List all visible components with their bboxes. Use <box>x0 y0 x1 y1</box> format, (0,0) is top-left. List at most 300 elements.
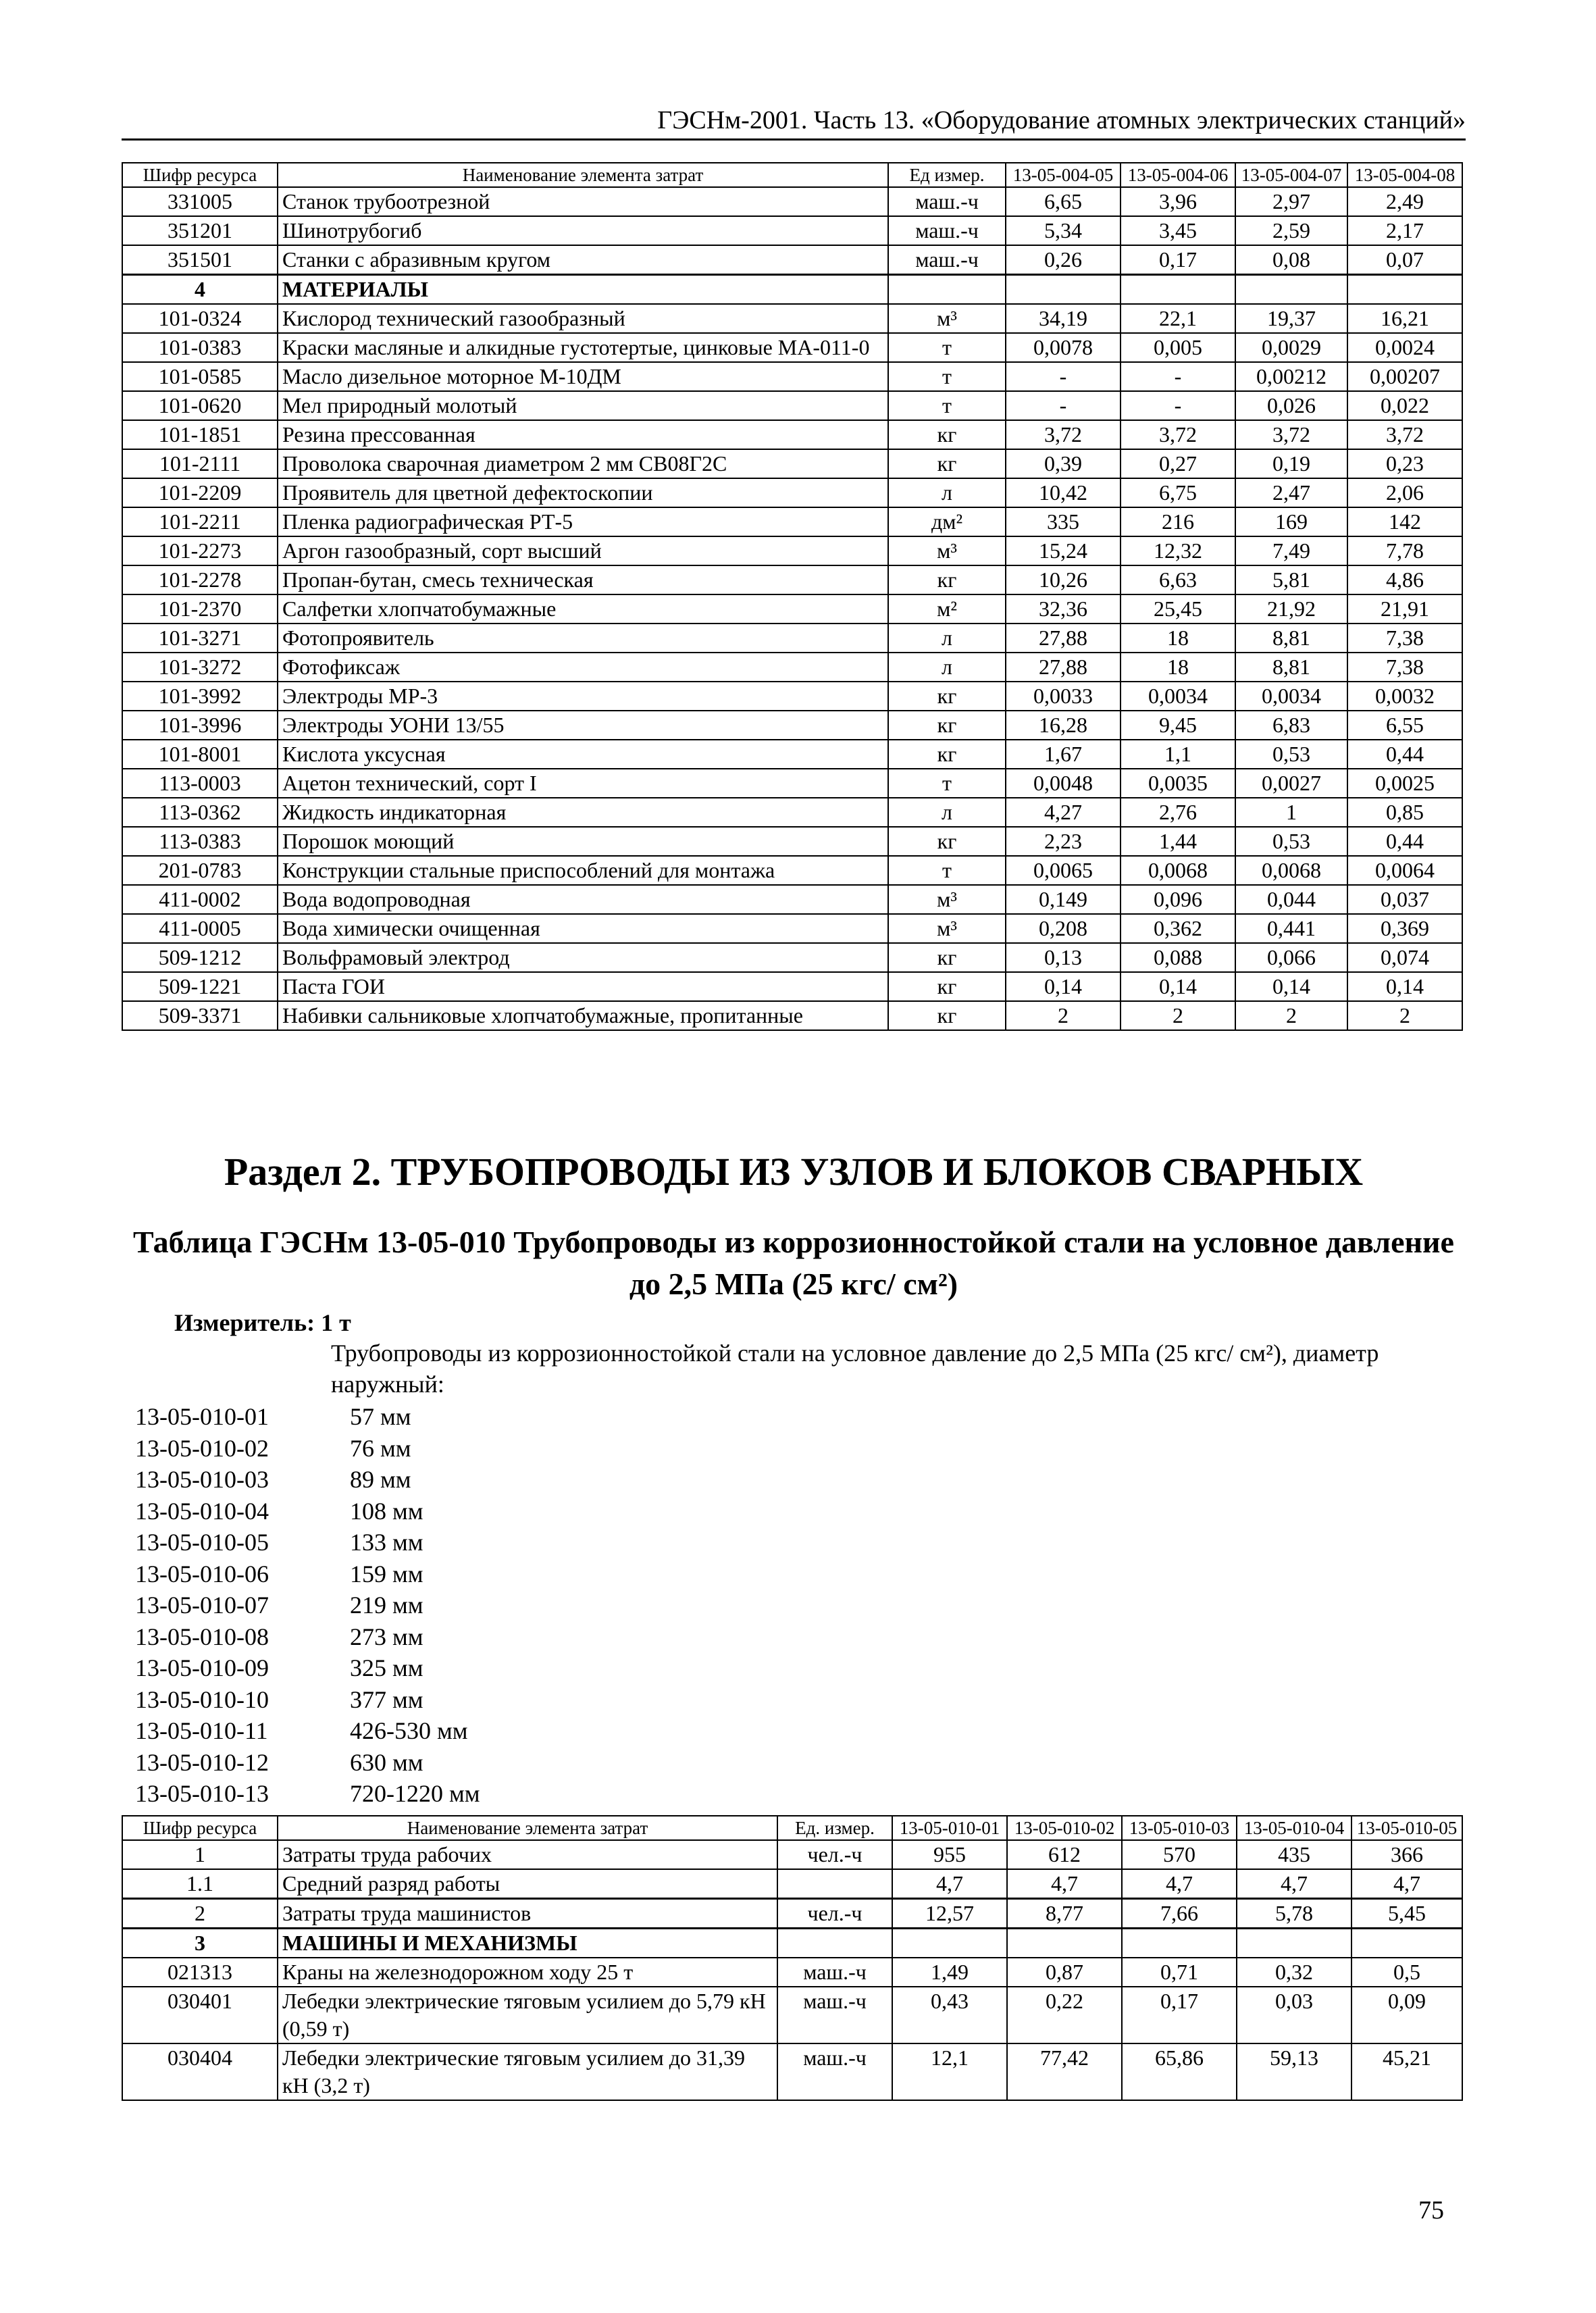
item-code: 13-05-010-03 <box>135 1466 269 1493</box>
resource-code: 411-0002 <box>122 885 278 914</box>
resource-unit: маш.-ч <box>777 1987 892 2043</box>
resource-value: 0,19 <box>1235 449 1347 478</box>
resource-name: Конструкции стальные приспособлений для монтажа <box>278 856 888 885</box>
resource-unit: кг <box>888 711 1006 740</box>
resource-value: 6,55 <box>1347 711 1462 740</box>
resource-value: 18 <box>1121 624 1235 653</box>
resource-value: 3,72 <box>1235 420 1347 449</box>
table-row <box>122 711 1462 740</box>
meter-value: 1 т <box>321 1309 351 1336</box>
resource-value: 0,14 <box>1121 972 1235 1001</box>
resource-value: 2,97 <box>1235 187 1347 216</box>
list-item <box>135 1464 480 1496</box>
resource-value: 5,45 <box>1352 1899 1462 1929</box>
resource-value: 216 <box>1121 507 1235 536</box>
resource-name: Лебедки электрические тяговым усилием до 31,39 кН (3,2 т) <box>278 2043 777 2100</box>
resource-value: - <box>1006 362 1121 391</box>
table-row <box>122 1958 1462 1987</box>
resource-value: 2,23 <box>1006 827 1121 856</box>
resource-value: 0,08 <box>1235 245 1347 275</box>
resource-value: 2 <box>1006 1001 1121 1030</box>
item-diameter: 377 мм <box>350 1685 423 1713</box>
resource-unit: дм² <box>888 507 1006 536</box>
resource-value: 5,81 <box>1235 565 1347 594</box>
resource-unit: маш.-ч <box>888 187 1006 216</box>
resource-table-13-05-004 <box>122 162 1463 1031</box>
resource-code: 113-0003 <box>122 769 278 798</box>
resource-unit: чел.-ч <box>777 1899 892 1929</box>
resource-name: Средний разряд работы <box>278 1869 777 1899</box>
resource-value: 2 <box>1121 1001 1235 1030</box>
resource-code: 509-1212 <box>122 943 278 972</box>
resource-unit: м³ <box>888 885 1006 914</box>
resource-value: 0,71 <box>1122 1958 1237 1987</box>
table-row <box>122 536 1462 565</box>
resource-value: 6,63 <box>1121 565 1235 594</box>
header-name: Наименование элемента затрат <box>278 163 888 187</box>
table-row <box>122 682 1462 711</box>
table-row <box>122 827 1462 856</box>
table-row <box>122 1869 1462 1899</box>
list-item <box>135 1747 480 1779</box>
empty-cell <box>1007 1929 1122 1958</box>
item-diameter: 273 мм <box>350 1623 423 1650</box>
list-item <box>135 1401 480 1433</box>
resource-name: Жидкость индикаторная <box>278 798 888 827</box>
list-item <box>135 1652 480 1684</box>
resource-code: 101-0324 <box>122 304 278 333</box>
resource-code: 2 <box>122 1899 278 1929</box>
resource-value: 0,23 <box>1347 449 1462 478</box>
table-row <box>122 507 1462 536</box>
resource-value: 0,87 <box>1007 1958 1122 1987</box>
resource-name: Краны на железнодорожном ходу 25 т <box>278 1958 777 1987</box>
resource-code: 1.1 <box>122 1869 278 1899</box>
resource-value: 0,0048 <box>1006 769 1121 798</box>
header-col: 13-05-010-02 <box>1007 1816 1122 1840</box>
item-diameter: 133 мм <box>350 1529 423 1556</box>
header-col: 13-05-004-06 <box>1121 163 1235 187</box>
resource-name: Лебедки электрические тяговым усилием до 5,79 кН (0,59 т) <box>278 1987 777 2043</box>
resource-value: 6,65 <box>1006 187 1121 216</box>
resource-value: 0,0034 <box>1121 682 1235 711</box>
resource-value: 0,03 <box>1237 1987 1352 2043</box>
header-col: 13-05-010-04 <box>1237 1816 1352 1840</box>
resource-value: 8,81 <box>1235 624 1347 653</box>
resource-name: Шинотрубогиб <box>278 216 888 245</box>
resource-name: Набивки сальниковые хлопчатобумажные, пропитанные <box>278 1001 888 1030</box>
resource-value: 10,26 <box>1006 565 1121 594</box>
resource-name: Краски масляные и алкидные густотертые, цинковые МА-011-0 <box>278 333 888 362</box>
resource-code: 101-2278 <box>122 565 278 594</box>
resource-value: 12,32 <box>1121 536 1235 565</box>
resource-unit: кг <box>888 1001 1006 1030</box>
header-unit: Ед измер. <box>888 163 1006 187</box>
resource-code: 509-1221 <box>122 972 278 1001</box>
item-diameter: 630 мм <box>350 1748 423 1776</box>
resource-code: 030404 <box>122 2043 278 2100</box>
resource-value: 0,32 <box>1237 1958 1352 1987</box>
table-row <box>122 2043 1462 2100</box>
resource-value: 16,21 <box>1347 304 1462 333</box>
resource-name: Затраты труда рабочих <box>278 1840 777 1869</box>
section-title: Раздел 2. ТРУБОПРОВОДЫ ИЗ УЗЛОВ И БЛОКОВ СВАРНЫХ <box>224 1150 1364 1194</box>
resource-value: 0,13 <box>1006 943 1121 972</box>
resource-name: Вода водопроводная <box>278 885 888 914</box>
resource-unit: л <box>888 624 1006 653</box>
resource-value: - <box>1121 362 1235 391</box>
table-row <box>122 856 1462 885</box>
resource-value: 612 <box>1007 1840 1122 1869</box>
resource-code: 101-1851 <box>122 420 278 449</box>
resource-value: 0,022 <box>1347 391 1462 420</box>
resource-code: 101-3992 <box>122 682 278 711</box>
resource-name: Станок трубоотрезной <box>278 187 888 216</box>
resource-value: 9,45 <box>1121 711 1235 740</box>
resource-name: Аргон газообразный, сорт высший <box>278 536 888 565</box>
resource-code: 411-0005 <box>122 914 278 943</box>
table-row <box>122 653 1462 682</box>
item-diameter: 57 мм <box>350 1403 411 1430</box>
table-row <box>122 1899 1462 1929</box>
table-row <box>122 1987 1462 2043</box>
resource-name: Электроды УОНИ 13/55 <box>278 711 888 740</box>
table2-rows <box>122 1840 1462 2100</box>
resource-unit: кг <box>888 943 1006 972</box>
resource-name: Паста ГОИ <box>278 972 888 1001</box>
item-diameter: 89 мм <box>350 1466 411 1493</box>
resource-value: 0,0033 <box>1006 682 1121 711</box>
resource-value: 955 <box>892 1840 1007 1869</box>
resource-code: 101-0383 <box>122 333 278 362</box>
resource-value: 0,037 <box>1347 885 1462 914</box>
resource-code: 101-2111 <box>122 449 278 478</box>
resource-name: Вода химически очищенная <box>278 914 888 943</box>
table-title: Таблица ГЭСНм 13-05-010 Трубопроводы из коррозионностойкой стали на условное давление до 2,5 МПа (25 кгс/ см²) <box>133 1225 1454 1301</box>
resource-value: 0,0024 <box>1347 333 1462 362</box>
empty-cell <box>1122 1929 1237 1958</box>
resource-code: 101-8001 <box>122 740 278 769</box>
resource-value: 4,27 <box>1006 798 1121 827</box>
materials-rows <box>122 304 1462 1030</box>
resource-code: 030401 <box>122 1987 278 2043</box>
section-name: МАТЕРИАЛЫ <box>278 275 888 305</box>
section-name: МАШИНЫ И МЕХАНИЗМЫ <box>278 1929 777 1958</box>
resource-value: 65,86 <box>1122 2043 1237 2100</box>
resource-value: 2,06 <box>1347 478 1462 507</box>
item-code: 13-05-010-06 <box>135 1560 269 1587</box>
resource-value: 0,53 <box>1235 827 1347 856</box>
resource-unit: м³ <box>888 914 1006 943</box>
table-row <box>122 420 1462 449</box>
item-code: 13-05-010-11 <box>135 1717 268 1744</box>
resource-value: 6,75 <box>1121 478 1235 507</box>
resource-code: 113-0383 <box>122 827 278 856</box>
resource-value: 4,7 <box>1352 1869 1462 1899</box>
resource-value: 21,92 <box>1235 594 1347 624</box>
resource-name: Проявитель для цветной дефектоскопии <box>278 478 888 507</box>
resource-value: 0,369 <box>1347 914 1462 943</box>
resource-unit: маш.-ч <box>777 2043 892 2100</box>
resource-value: 7,38 <box>1347 653 1462 682</box>
resource-value: 0,441 <box>1235 914 1347 943</box>
resource-code: 101-2273 <box>122 536 278 565</box>
resource-value: 34,19 <box>1006 304 1121 333</box>
resource-value: 32,36 <box>1006 594 1121 624</box>
resource-value: - <box>1121 391 1235 420</box>
resource-value: 5,34 <box>1006 216 1121 245</box>
meter-label: Измеритель: <box>174 1309 315 1336</box>
list-item <box>135 1778 480 1810</box>
resource-value: 7,49 <box>1235 536 1347 565</box>
resource-value: 0,0068 <box>1235 856 1347 885</box>
table-row <box>122 1001 1462 1030</box>
table1-machines <box>122 187 1462 275</box>
resource-unit: кг <box>888 449 1006 478</box>
resource-code: 509-3371 <box>122 1001 278 1030</box>
resource-value: 0,0064 <box>1347 856 1462 885</box>
resource-unit: кг <box>888 565 1006 594</box>
resource-value: 0,14 <box>1347 972 1462 1001</box>
resource-value: 77,42 <box>1007 2043 1122 2100</box>
resource-unit: маш.-ч <box>888 245 1006 275</box>
resource-value: 8,77 <box>1007 1899 1122 1929</box>
resource-value: 15,24 <box>1006 536 1121 565</box>
item-code: 13-05-010-13 <box>135 1780 269 1807</box>
resource-unit: м² <box>888 594 1006 624</box>
resource-name: Порошок моющий <box>278 827 888 856</box>
resource-code: 101-3271 <box>122 624 278 653</box>
resource-value: 7,66 <box>1122 1899 1237 1929</box>
item-code: 13-05-010-09 <box>135 1654 269 1681</box>
item-code: 13-05-010-04 <box>135 1497 269 1525</box>
resource-name: Затраты труда машинистов <box>278 1899 777 1929</box>
table-row <box>122 624 1462 653</box>
resource-value: 21,91 <box>1347 594 1462 624</box>
resource-unit: кг <box>888 827 1006 856</box>
resource-value: 0,26 <box>1006 245 1121 275</box>
resource-value: 4,7 <box>1122 1869 1237 1899</box>
resource-value: 2,47 <box>1235 478 1347 507</box>
resource-unit <box>777 1869 892 1899</box>
header-col: 13-05-010-01 <box>892 1816 1007 1840</box>
resource-value: 4,7 <box>1237 1869 1352 1899</box>
item-code: 13-05-010-07 <box>135 1592 269 1619</box>
resource-value: 0,22 <box>1007 1987 1122 2043</box>
resource-value: - <box>1006 391 1121 420</box>
resource-name: Салфетки хлопчатобумажные <box>278 594 888 624</box>
resource-code: 201-0783 <box>122 856 278 885</box>
resource-value: 0,44 <box>1347 827 1462 856</box>
resource-name: Фотофиксаж <box>278 653 888 682</box>
resource-value: 2,17 <box>1347 216 1462 245</box>
resource-name: Станки с абразивным кругом <box>278 245 888 275</box>
resource-value: 0,026 <box>1235 391 1347 420</box>
resource-name: Резина прессованная <box>278 420 888 449</box>
table-row <box>122 943 1462 972</box>
header-name: Наименование элемента затрат <box>278 1816 777 1840</box>
resource-name: Пленка радиографическая РТ-5 <box>278 507 888 536</box>
resource-unit: маш.-ч <box>888 216 1006 245</box>
header-col: 13-05-010-05 <box>1352 1816 1462 1840</box>
item-diameter: 76 мм <box>350 1434 411 1462</box>
measurement-unit <box>174 1307 351 1338</box>
empty-cell <box>1352 1929 1462 1958</box>
resource-value: 4,7 <box>1007 1869 1122 1899</box>
resource-value: 7,38 <box>1347 624 1462 653</box>
header-unit: Ед. измер. <box>777 1816 892 1840</box>
resource-value: 0,14 <box>1006 972 1121 1001</box>
item-code: 13-05-010-08 <box>135 1623 269 1650</box>
resource-value: 0,27 <box>1121 449 1235 478</box>
resource-value: 22,1 <box>1121 304 1235 333</box>
resource-code: 113-0362 <box>122 798 278 827</box>
resource-name: Кислота уксусная <box>278 740 888 769</box>
resource-name: Масло дизельное моторное М-10ДМ <box>278 362 888 391</box>
resource-value: 0,85 <box>1347 798 1462 827</box>
resource-value: 2 <box>1347 1001 1462 1030</box>
resource-unit: т <box>888 391 1006 420</box>
resource-value: 3,72 <box>1121 420 1235 449</box>
resource-name: Ацетон технический, сорт I <box>278 769 888 798</box>
resource-value: 27,88 <box>1006 653 1121 682</box>
resource-value: 0,208 <box>1006 914 1121 943</box>
resource-value: 12,1 <box>892 2043 1007 2100</box>
resource-value: 19,37 <box>1235 304 1347 333</box>
table-row <box>122 740 1462 769</box>
resource-unit: кг <box>888 972 1006 1001</box>
resource-value: 27,88 <box>1006 624 1121 653</box>
resource-value: 0,0027 <box>1235 769 1347 798</box>
resource-value: 0,5 <box>1352 1958 1462 1987</box>
resource-unit: кг <box>888 420 1006 449</box>
resource-name: Кислород технический газообразный <box>278 304 888 333</box>
resource-code: 101-3272 <box>122 653 278 682</box>
header-col: 13-05-004-08 <box>1347 163 1462 187</box>
resource-value: 570 <box>1122 1840 1237 1869</box>
table-row <box>122 187 1462 216</box>
table-row <box>122 1840 1462 1869</box>
resource-code: 101-0585 <box>122 362 278 391</box>
resource-value: 1 <box>1235 798 1347 827</box>
resource-value: 169 <box>1235 507 1347 536</box>
resource-value: 0,088 <box>1121 943 1235 972</box>
empty-cell <box>892 1929 1007 1958</box>
table-row <box>122 769 1462 798</box>
table-row <box>122 391 1462 420</box>
resource-value: 435 <box>1237 1840 1352 1869</box>
resource-value: 0,39 <box>1006 449 1121 478</box>
resource-value: 4,7 <box>892 1869 1007 1899</box>
table-row <box>122 914 1462 943</box>
table-row <box>122 362 1462 391</box>
resource-value: 2,59 <box>1235 216 1347 245</box>
resource-unit: т <box>888 362 1006 391</box>
resource-value: 5,78 <box>1237 1899 1352 1929</box>
resource-value: 0,0034 <box>1235 682 1347 711</box>
table-row <box>122 885 1462 914</box>
empty-cell <box>777 1929 892 1958</box>
table1-materials <box>122 275 1462 305</box>
resource-unit: т <box>888 769 1006 798</box>
resource-value: 3,45 <box>1121 216 1235 245</box>
table-row <box>122 304 1462 333</box>
resource-value: 10,42 <box>1006 478 1121 507</box>
resource-code: 1 <box>122 1840 278 1869</box>
resource-code: 351201 <box>122 216 278 245</box>
list-item <box>135 1621 480 1653</box>
resource-unit: л <box>888 478 1006 507</box>
resource-unit: л <box>888 798 1006 827</box>
item-code: 13-05-010-10 <box>135 1685 269 1713</box>
table-row <box>122 972 1462 1001</box>
resource-code: 331005 <box>122 187 278 216</box>
resource-value: 0,0025 <box>1347 769 1462 798</box>
item-diameter: 325 мм <box>350 1654 423 1681</box>
resource-value: 0,074 <box>1347 943 1462 972</box>
resource-value: 0,00207 <box>1347 362 1462 391</box>
resource-value: 1,49 <box>892 1958 1007 1987</box>
item-code: 13-05-010-02 <box>135 1434 269 1462</box>
resource-name: Проволока сварочная диаметром 2 мм СВ08Г2С <box>278 449 888 478</box>
resource-value: 1,67 <box>1006 740 1121 769</box>
resource-unit: чел.-ч <box>777 1840 892 1869</box>
resource-value: 0,362 <box>1121 914 1235 943</box>
list-item <box>135 1715 480 1747</box>
table-header-row <box>122 1816 1462 1840</box>
resource-value: 12,57 <box>892 1899 1007 1929</box>
resource-value: 3,72 <box>1006 420 1121 449</box>
table-row <box>122 449 1462 478</box>
resource-value: 0,09 <box>1352 1987 1462 2043</box>
item-code: 13-05-010-01 <box>135 1403 269 1430</box>
table-row <box>122 478 1462 507</box>
resource-value: 7,78 <box>1347 536 1462 565</box>
resource-name: Электроды МР-3 <box>278 682 888 711</box>
resource-value: 59,13 <box>1237 2043 1352 2100</box>
list-item <box>135 1684 480 1716</box>
resource-name: Пропан-бутан, смесь техническая <box>278 565 888 594</box>
table-row <box>122 565 1462 594</box>
resource-value: 0,0068 <box>1121 856 1235 885</box>
resource-code: 101-2370 <box>122 594 278 624</box>
table-description: Трубопроводы из коррозионностойкой стали на условное давление до 2,5 МПа (25 кгс/ см²), диаметр наружный: <box>331 1340 1379 1398</box>
resource-value: 18 <box>1121 653 1235 682</box>
header-col: 13-05-004-07 <box>1235 163 1347 187</box>
resource-unit: т <box>888 333 1006 362</box>
resource-value: 16,28 <box>1006 711 1121 740</box>
resource-name: Фотопроявитель <box>278 624 888 653</box>
resource-value: 1,44 <box>1121 827 1235 856</box>
resource-code: 021313 <box>122 1958 278 1987</box>
resource-value: 0,0065 <box>1006 856 1121 885</box>
resource-value: 0,0029 <box>1235 333 1347 362</box>
section-row-machines <box>122 1929 1462 1958</box>
item-code: 13-05-010-05 <box>135 1529 269 1556</box>
resource-unit: кг <box>888 682 1006 711</box>
resource-value: 0,0078 <box>1006 333 1121 362</box>
resource-value: 0,43 <box>892 1987 1007 2043</box>
item-code: 13-05-010-12 <box>135 1748 269 1776</box>
resource-name: Вольфрамовый электрод <box>278 943 888 972</box>
section-code: 3 <box>122 1929 278 1958</box>
resource-unit: л <box>888 653 1006 682</box>
resource-value: 3,72 <box>1347 420 1462 449</box>
resource-value: 45,21 <box>1352 2043 1462 2100</box>
resource-value: 0,00212 <box>1235 362 1347 391</box>
resource-value: 0,07 <box>1347 245 1462 275</box>
resource-unit: маш.-ч <box>777 1958 892 1987</box>
